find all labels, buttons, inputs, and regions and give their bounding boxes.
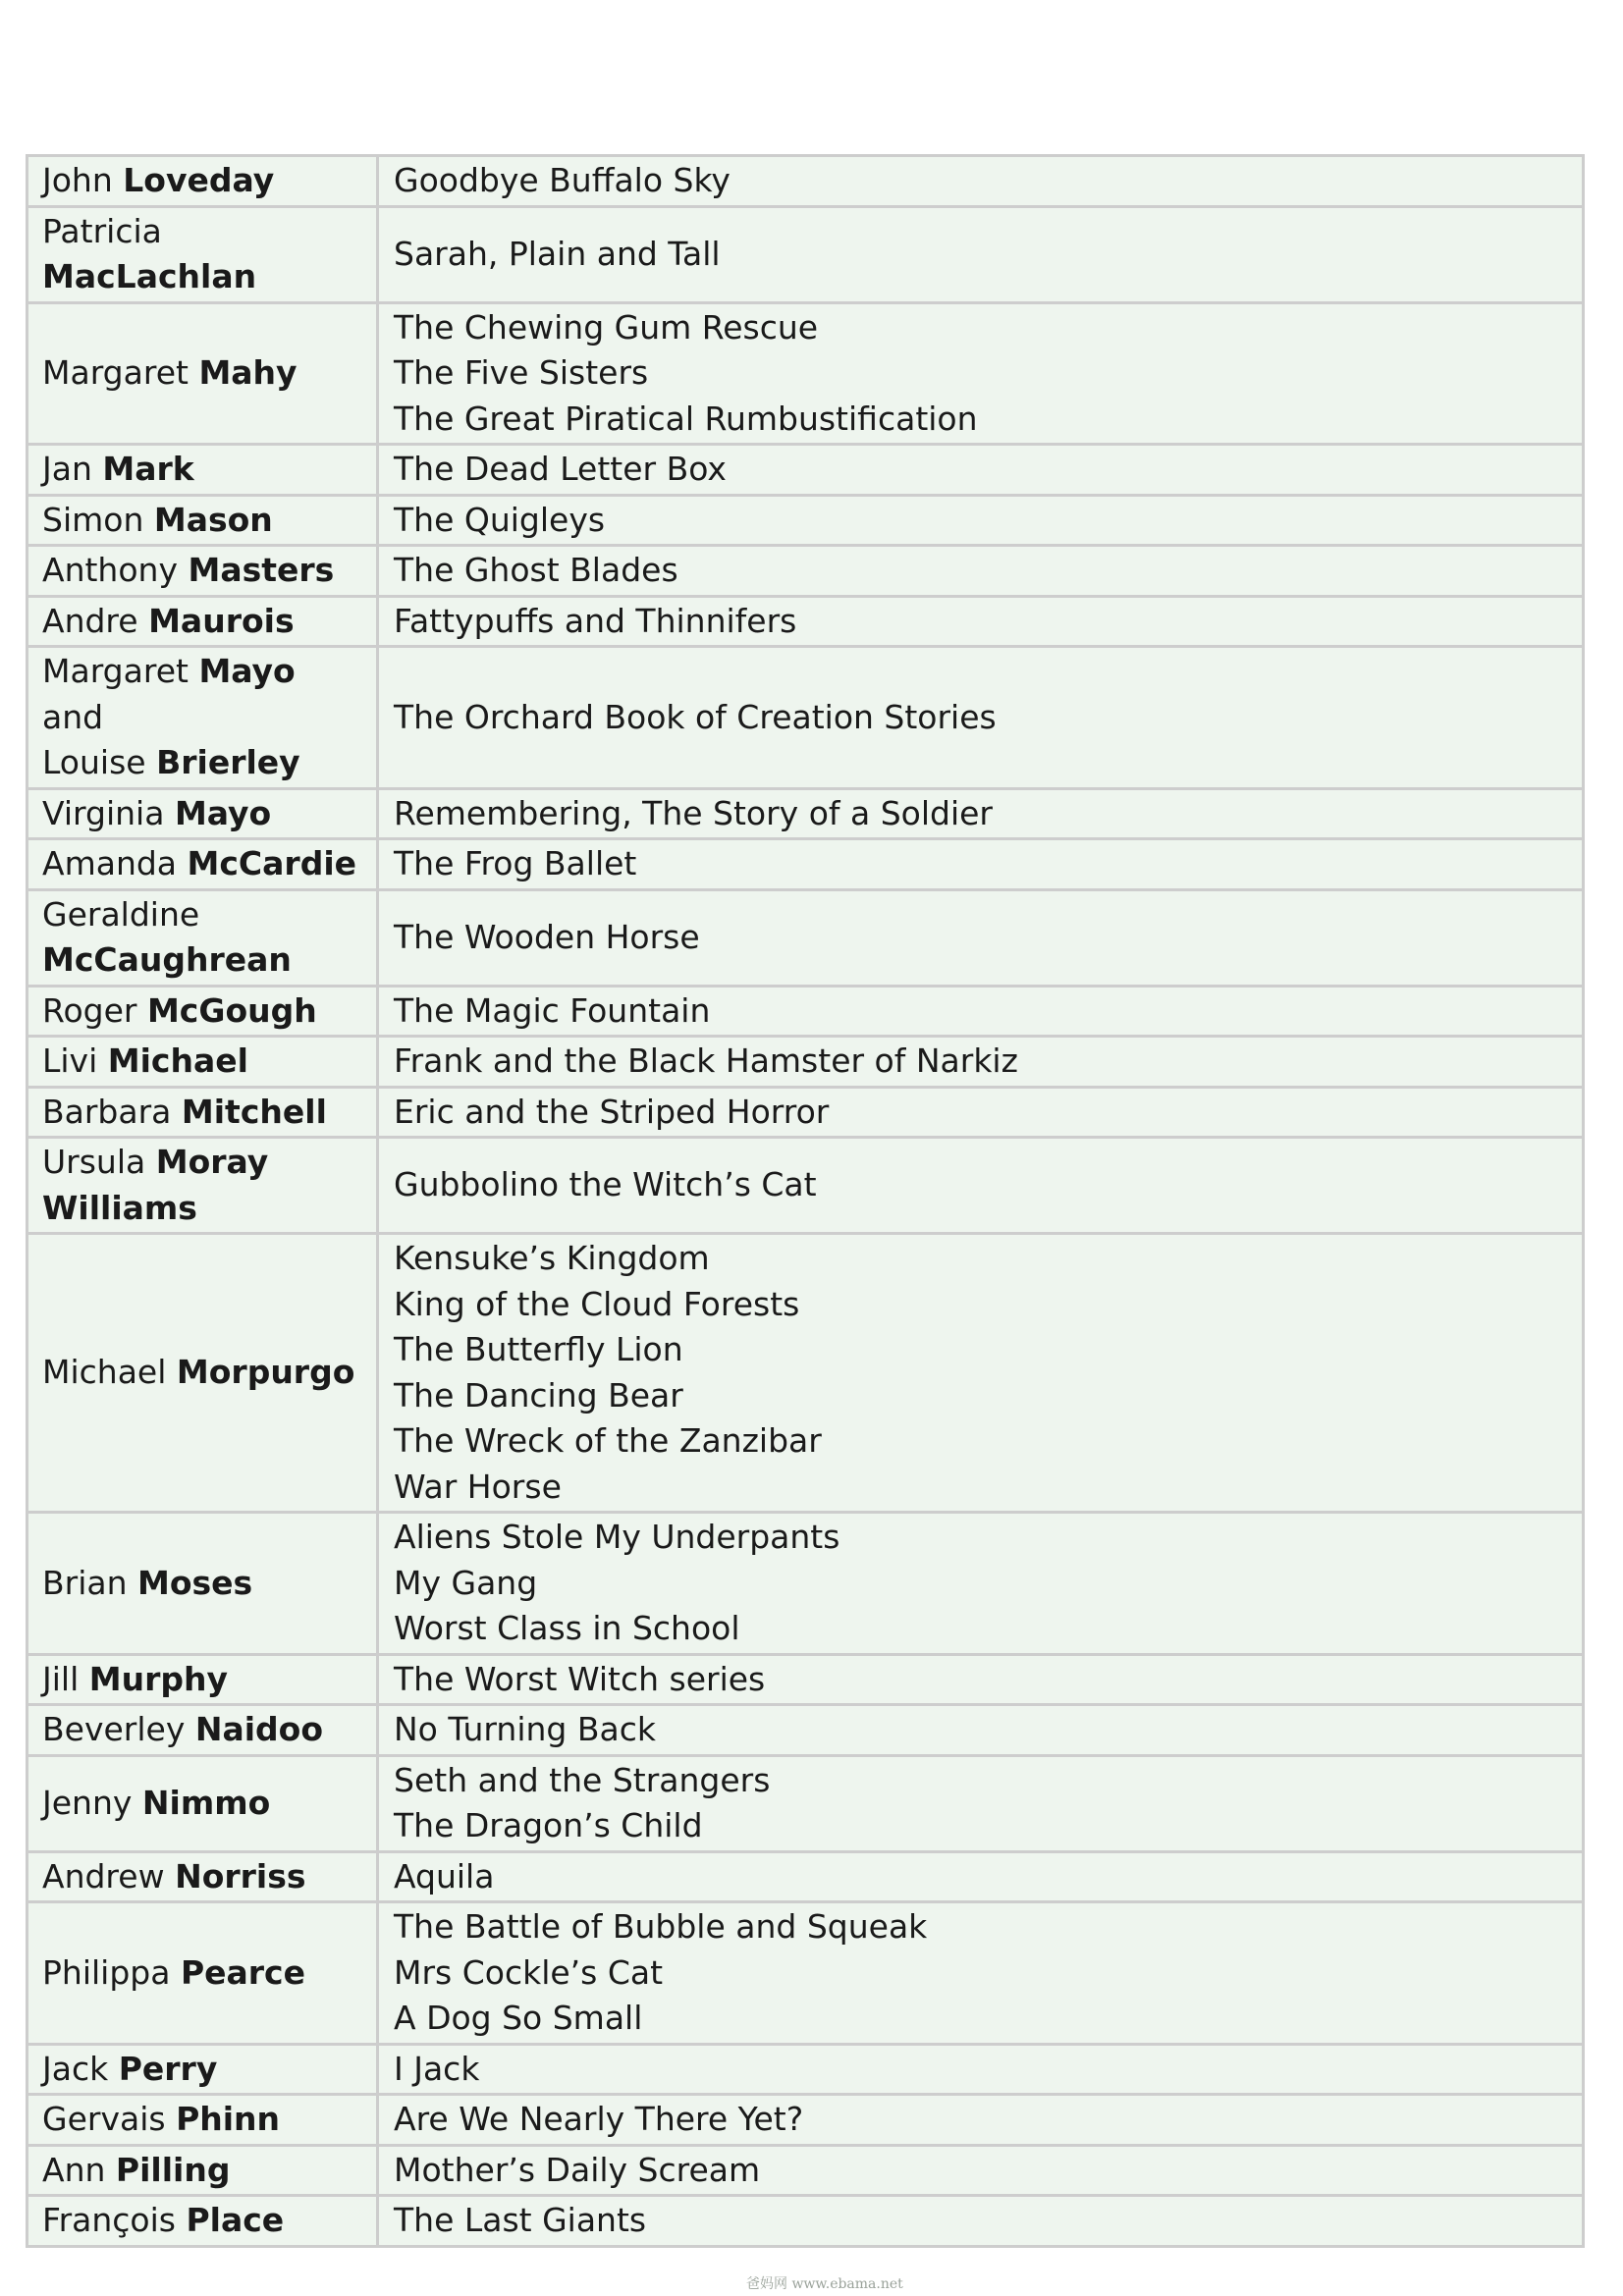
table-row [27,1851,1584,1902]
author-cell [27,445,378,496]
author-last-name: Moray Williams [42,1143,269,1227]
table-row [27,1654,1584,1705]
author-last-name: Norriss [175,1856,306,1896]
author-cell [27,2095,378,2146]
table-row [27,1902,1584,2045]
titles-cell [378,302,1584,445]
titles-cell [378,1654,1584,1705]
author-first-name: Patricia [42,211,162,250]
book-title: Seth and the Strangers [394,1760,771,1799]
author-last-name: Mayo [198,652,296,690]
author-first-name: Virginia [42,793,165,832]
book-title: The Quigleys [394,500,606,539]
author-joiner: and [42,697,104,736]
author-first-name: Jenny [42,1783,133,1822]
author-last-name: McCaughrean [42,940,292,979]
author-last-name: Mayo [174,793,272,832]
book-title: Fattypuffs and Thinnifers [394,601,797,640]
table-row [27,986,1584,1037]
titles-cell [378,156,1584,207]
book-title: The Frog Ballet [394,844,637,882]
author-last-name: MacLachlan [42,257,257,295]
author-first-name: Jan [42,450,92,488]
author-first-name: Andrew [42,1856,165,1896]
book-title: The Magic Fountain [394,990,711,1030]
author-first-name: Livi [42,1041,98,1080]
table-body [27,156,1584,2247]
author-last-name: Morpurgo [176,1353,355,1392]
author-cell [27,2145,378,2196]
author-cell [27,889,378,986]
author-first-name: Beverley [42,1710,186,1748]
author-cell [27,2044,378,2095]
book-title: No Turning Back [394,1710,656,1748]
titles-cell [378,1851,1584,1902]
book-title: Are We Nearly There Yet? [394,2100,804,2138]
author-cell [27,1902,378,2045]
author-cell [27,206,378,302]
table-row [27,596,1584,647]
book-title: Aliens Stole My Underpants [394,1518,840,1556]
titles-cell [378,445,1584,496]
author-cell [27,1234,378,1513]
author-first-name: Louise [42,743,146,781]
author-first-name: Brian [42,1563,128,1602]
table-row [27,1513,1584,1655]
table-row [27,839,1584,890]
author-cell [27,647,378,789]
book-title: Mother’s Daily Scream [394,2150,761,2189]
table-row [27,546,1584,597]
book-title: The Chewing Gum Rescue [394,307,819,347]
table-row [27,2095,1584,2146]
author-cell [27,1654,378,1705]
book-title: The Dancing Bear [394,1375,683,1415]
author-cell [27,839,378,890]
titles-cell [378,1755,1584,1851]
titles-cell [378,495,1584,546]
author-last-name: Maurois [148,601,295,640]
titles-cell [378,2196,1584,2247]
author-first-name: Margaret [42,652,189,690]
table-row [27,1755,1584,1851]
book-title: The Five Sisters [394,353,649,392]
author-cell [27,2196,378,2247]
table-row [27,1138,1584,1234]
author-cell [27,1087,378,1138]
book-title: Aquila [394,1856,495,1896]
author-cell [27,546,378,597]
book-title: Worst Class in School [394,1609,740,1647]
table-row [27,889,1584,986]
author-cell [27,1851,378,1902]
titles-cell [378,1138,1584,1234]
author-first-name: François [42,2201,176,2239]
author-cell [27,156,378,207]
author-cell [27,1705,378,1756]
author-first-name: Simon [42,500,144,539]
table-row [27,1705,1584,1756]
author-first-name: Jill [42,1659,80,1698]
titles-cell [378,1234,1584,1513]
author-last-name: Pilling [115,2150,231,2189]
titles-cell [378,2145,1584,2196]
titles-cell [378,889,1584,986]
author-last-name: Pearce [180,1952,305,1992]
table-row [27,1037,1584,1088]
table-row [27,1234,1584,1513]
table-row [27,495,1584,546]
author-cell [27,788,378,839]
author-first-name: Andre [42,601,138,640]
book-title: The Battle of Bubble and Squeak [394,1907,928,1946]
titles-cell [378,788,1584,839]
book-title: Goodbye Buffalo Sky [394,161,730,199]
author-first-name: John [42,161,113,199]
author-cell [27,1037,378,1088]
author-last-name: Place [186,2201,285,2239]
book-title: War Horse [394,1467,562,1506]
author-last-name: Loveday [123,161,275,199]
titles-cell [378,1902,1584,2045]
author-first-name: Margaret [42,353,189,392]
author-last-name: McCardie [187,844,357,882]
author-last-name: Nimmo [141,1783,271,1822]
book-title: The Dead Letter Box [394,450,727,488]
table-row [27,445,1584,496]
table-row [27,2196,1584,2247]
titles-cell [378,1037,1584,1088]
footer-watermark: 爸妈网 www.ebama.net [746,2276,903,2292]
titles-cell [378,986,1584,1037]
book-title: Frank and the Black Hamster of Narkiz [394,1041,1018,1080]
author-last-name: Mason [153,500,273,539]
author-last-name: Brierley [156,743,300,781]
book-title: Gubbolino the Witch’s Cat [394,1165,817,1204]
author-first-name: Anthony [42,551,178,589]
book-title: Remembering, The Story of a Soldier [394,793,994,832]
author-cell [27,986,378,1037]
author-last-name: Mitchell [181,1092,327,1131]
author-last-name: Mahy [198,353,298,392]
author-last-name: Murphy [88,1659,228,1698]
titles-cell [378,1705,1584,1756]
book-title: Eric and the Striped Horror [394,1092,830,1131]
author-last-name: Phinn [176,2100,281,2138]
author-last-name: Michael [107,1041,248,1080]
table-row [27,206,1584,302]
author-first-name: Geraldine [42,894,200,934]
book-title: The Wreck of the Zanzibar [394,1421,822,1460]
author-first-name: Amanda [42,844,178,882]
table-row [27,647,1584,789]
book-title: Sarah, Plain and Tall [394,234,721,273]
titles-cell [378,1087,1584,1138]
book-title: The Wooden Horse [394,917,700,956]
book-title: A Dog So Small [394,1999,643,2037]
author-last-name: Masters [188,551,335,589]
author-first-name: Ann [42,2150,106,2189]
book-title: King of the Cloud Forests [394,1284,800,1323]
titles-cell [378,206,1584,302]
author-cell [27,1513,378,1655]
author-first-name: Philippa [42,1952,171,1992]
titles-cell [378,2044,1584,2095]
book-title: Kensuke’s Kingdom [394,1239,710,1277]
book-title: The Orchard Book of Creation Stories [394,697,997,736]
author-first-name: Jack [42,2049,109,2088]
table-row [27,2044,1584,2095]
titles-cell [378,1513,1584,1655]
author-first-name: Michael [42,1353,167,1392]
book-title: The Great Piratical Rumbustification [394,399,978,438]
author-book-table [26,154,1585,2248]
book-title: My Gang [394,1563,538,1602]
author-cell [27,302,378,445]
titles-cell [378,546,1584,597]
author-first-name: Roger [42,990,137,1030]
author-cell [27,1138,378,1234]
book-title: The Ghost Blades [394,551,678,589]
titles-cell [378,2095,1584,2146]
author-cell [27,596,378,647]
author-last-name: Mark [102,450,194,488]
book-title: The Butterfly Lion [394,1330,683,1368]
titles-cell [378,647,1584,789]
author-cell [27,1755,378,1851]
author-last-name: McGough [146,990,317,1030]
author-first-name: Barbara [42,1092,172,1131]
author-cell [27,495,378,546]
table-row [27,2145,1584,2196]
book-title: The Last Giants [394,2201,647,2239]
titles-cell [378,839,1584,890]
table-row [27,788,1584,839]
book-title: I Jack [394,2049,480,2088]
titles-cell [378,596,1584,647]
author-last-name: Moses [137,1563,253,1602]
table-row [27,156,1584,207]
author-first-name: Gervais [42,2100,166,2138]
table-row [27,1087,1584,1138]
author-last-name: Perry [118,2049,218,2088]
table-row [27,302,1584,445]
book-title: Mrs Cockle’s Cat [394,1952,664,1992]
author-first-name: Ursula [42,1143,146,1181]
author-last-name: Naidoo [194,1710,324,1748]
book-title: The Worst Witch series [394,1659,766,1698]
book-title: The Dragon’s Child [394,1806,703,1844]
